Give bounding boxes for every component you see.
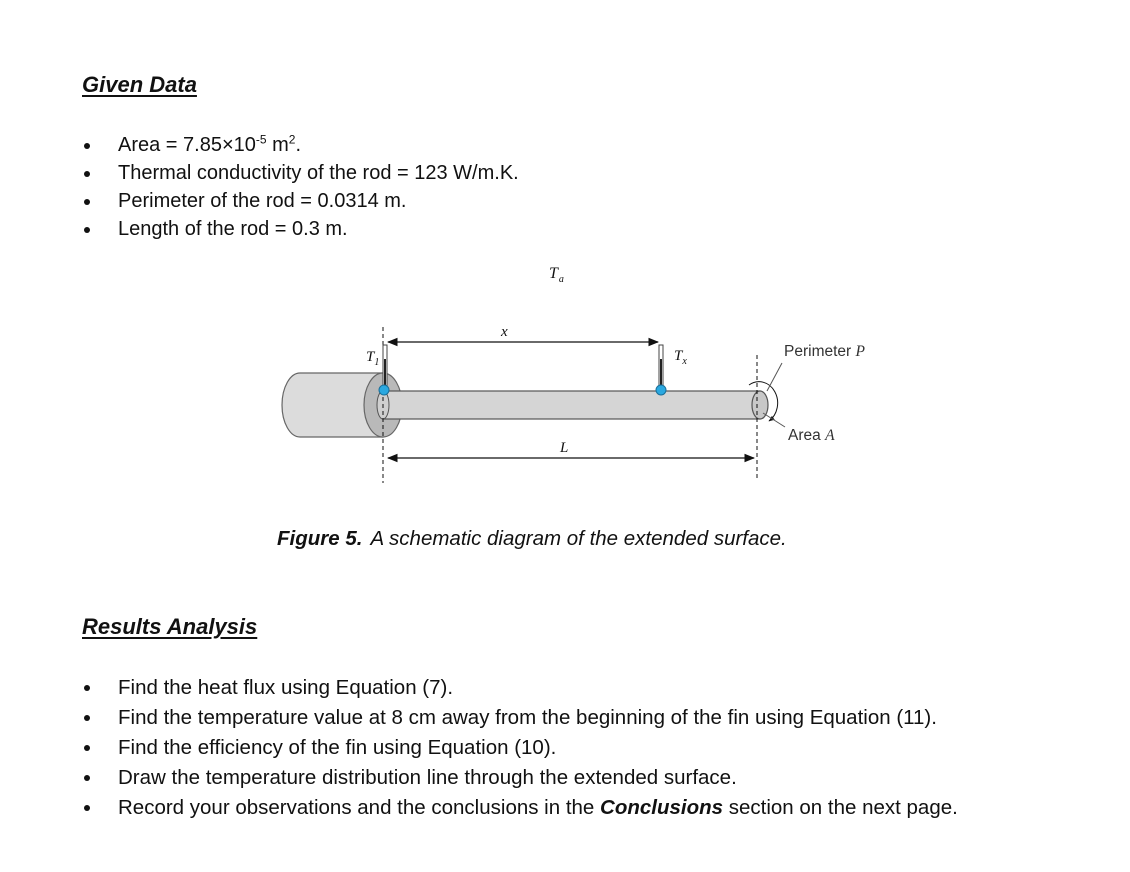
conclusions-emphasis: Conclusions [600, 796, 724, 819]
figure-caption [277, 527, 787, 551]
results-analysis-heading: Results Analysis [82, 614, 258, 639]
tx-label: $T_x$ [674, 348, 687, 367]
area-unit-exponent: 2 [288, 132, 296, 147]
area-suffix: . [295, 134, 302, 156]
length-label: L [560, 440, 569, 456]
results-item-distribution: Draw the temperature distribution line through the extended surface. [82, 763, 1042, 793]
given-item-conductivity: Thermal conductivity of the rod = 123 W/m.K. [82, 159, 519, 187]
given-item-area [82, 131, 519, 159]
results-item-heat-flux: Find the heat flux using Equation (7). [82, 673, 1042, 703]
t1-label: $T_1$ [366, 349, 380, 368]
figure-caption-text: A schematic diagram of the extended surface. [370, 527, 787, 550]
given-data-heading: Given Data [82, 72, 197, 97]
area-unit: m [266, 134, 289, 156]
area-prefix: Area = 7.85×10 [118, 134, 256, 156]
given-item-length: Length of the rod = 0.3 m. [82, 215, 519, 243]
thermocouple-t1 [379, 345, 389, 395]
thermocouple-tx [656, 345, 666, 395]
area-label: Area A [788, 427, 835, 444]
given-item-perimeter: Perimeter of the rod = 0.0314 m. [82, 187, 519, 215]
perimeter-leader-line [767, 363, 782, 391]
area-exponent: -5 [255, 132, 267, 147]
x-label: x [501, 324, 508, 340]
results-item-observations: Record your observations and the conclusions in the Conclusions section on the next page. [82, 793, 1042, 823]
results-item-temperature: Find the temperature value at 8 cm away from the beginning of the fin using Equation (11). [82, 703, 1042, 733]
figure-number: Figure 5. [277, 527, 363, 550]
rod [377, 391, 768, 419]
results-item-efficiency: Find the efficiency of the fin using Equation (10). [82, 733, 1042, 763]
perimeter-label: Perimeter P [784, 343, 865, 360]
results-analysis-list [82, 673, 1042, 823]
fin-schematic-diagram [270, 255, 910, 495]
ambient-temp-label: $T_a$ [549, 265, 564, 285]
given-data-list [82, 131, 519, 243]
